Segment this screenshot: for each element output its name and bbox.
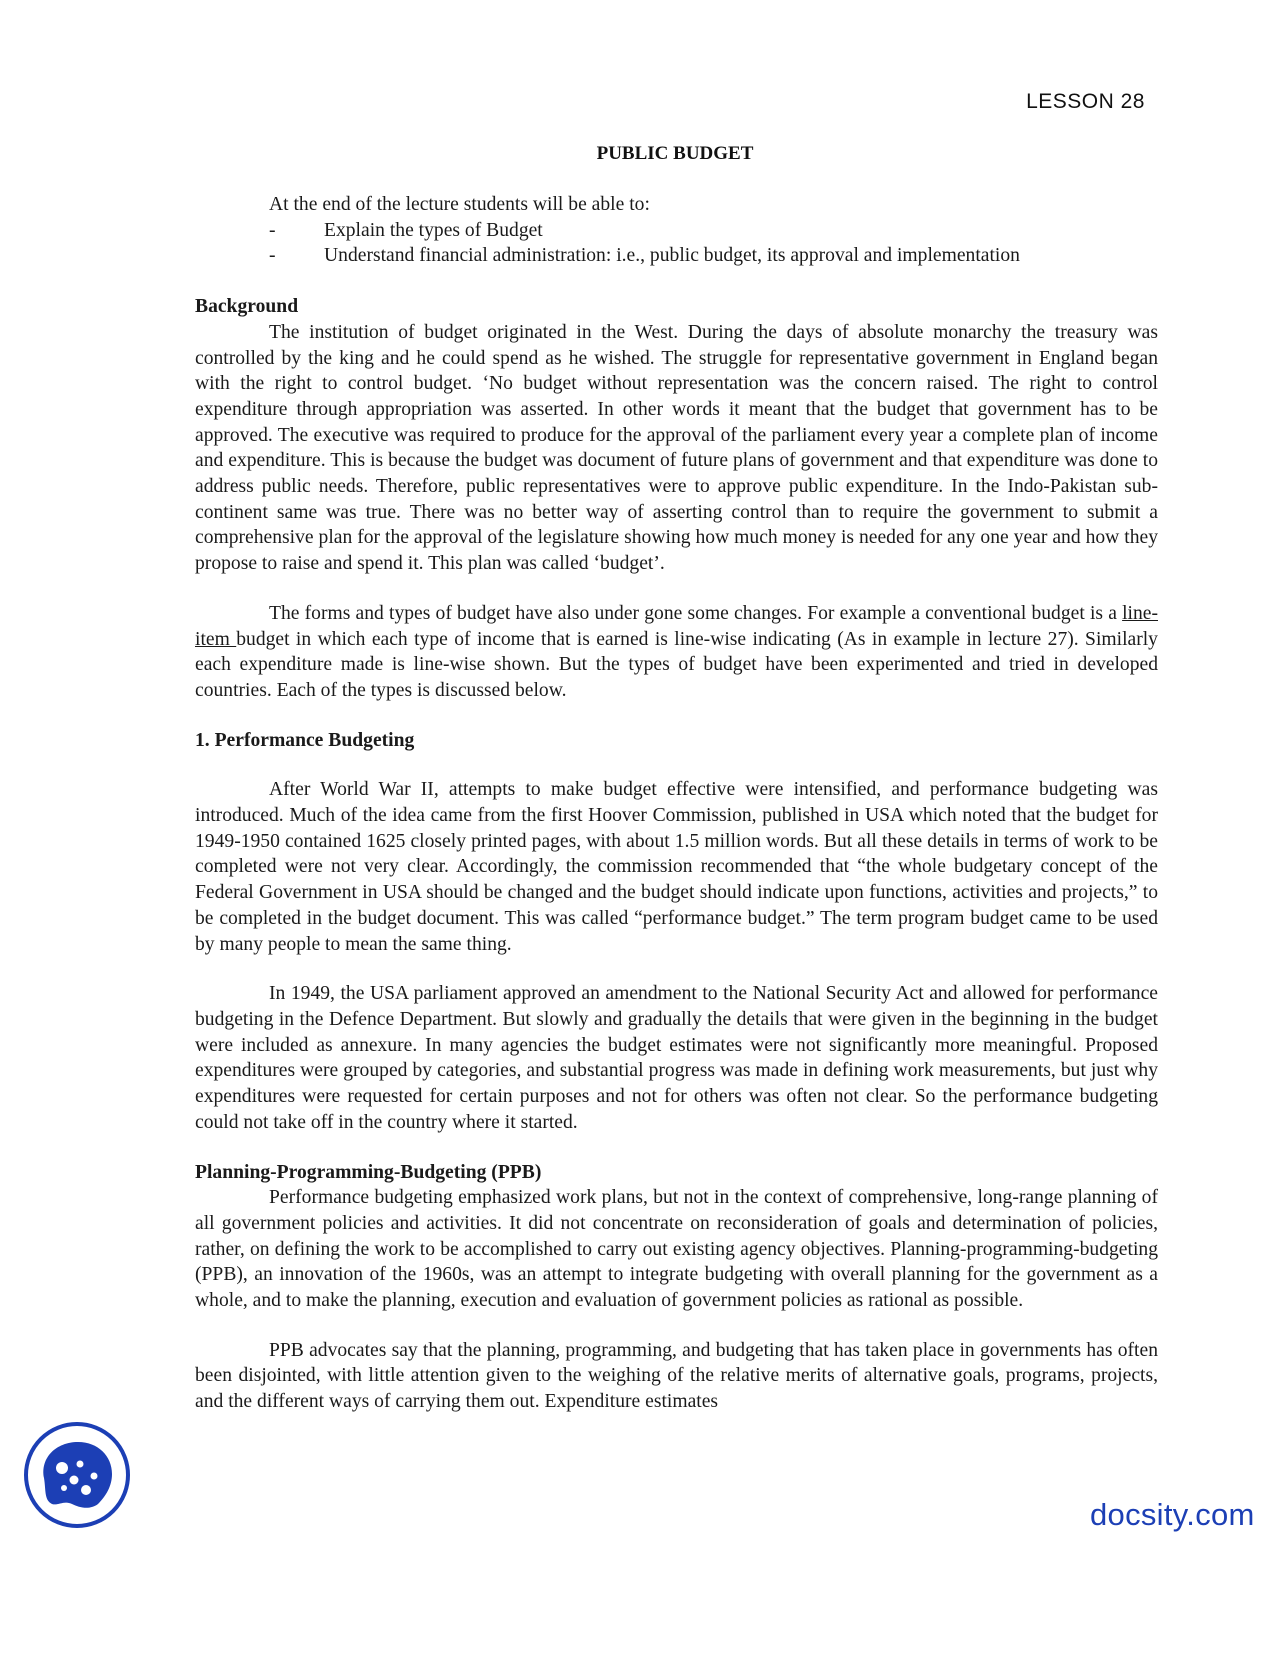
performance-paragraph-1: After World War II, attempts to make budget effective were intensified, and performance budgeting was introduced. Much of the idea came from the first Hoover Commission, published in USA which noted that the budget for 1949-1950 contained 1625 closely printed pages, with about 1.5 million words. But all these details in terms of work to be completed were not very clear. Accordingly, the commission recommended that “the whole budgetary concept of the Federal Government in USA should be changed and the budget should indicate upon functions, activities and projects,” to be completed in the budget document. This was called “performance budget.” The term program budget came to be used by many people to mean the same thing. [195, 779, 1158, 955]
objectives-intro: At the end of the lecture students will be able to: [269, 194, 650, 215]
document-body [195, 192, 1158, 1415]
page-title: PUBLIC BUDGET [596, 143, 754, 164]
objective-item [269, 243, 1158, 269]
background-paragraph-1: The institution of budget originated in the West. During the days of absolute monarchy the treasury was controlled by the king and he could spend as he wished. The struggle for representative government in England began with the right to control budget. ‘No budget without representation was the concern raised. The right to control expenditure through appropriation was asserted. In other words it meant that the budget that government has to be approved. The executive was required to produce for the approval of the parliament every year a complete plan of income and expenditure. This is because the budget was document of future plans of government and that expenditure was done to address public needs. Therefore, public representatives were to approve public expenditure. In the Indo-Pakistan sub-continent same was true. There was no better way of asserting control than to require the government to submit a comprehensive plan for the approval of the legislature showing how much money is needed for any one year and how they propose to raise and spend it. This plan was called ‘budget’. [195, 321, 1158, 575]
background-paragraph-2 [195, 601, 1158, 704]
section-heading-performance-budgeting: 1. Performance Budgeting [195, 729, 415, 751]
objective-bullet: - [269, 219, 276, 241]
ppb-paragraph-1: Performance budgeting emphasized work plans, but not in the context of comprehensive, long-range planning of all government policies and activities. It did not concentrate on reconsideration of goals and determination of policies, rather, on defining the work to be accomplished to carry out existing agency objectives. Planning-programming-budgeting (PPB), an innovation of the 1960s, was an attempt to integrate budgeting with overall planning for the government as a whole, and to make the planning, execution and evaluation of government policies as rational as possible. [195, 1187, 1158, 1312]
section-heading-background: Background [195, 296, 299, 318]
performance-paragraph-2: In 1949, the USA parliament approved an amendment to the National Security Act and allowed for performance budgeting in the Defence Department. But slowly and gradually the details that were given in the beginning in the budget were included as annexure. In many agencies the budget estimates were not significantly more meaningful. Proposed expenditures were grouped by categories, and substantial progress was made in defining work measurements, but just why expenditures were requested for certain purposes and not for others was often not clear. So the performance budgeting could not take off in the country where it started. [195, 983, 1158, 1133]
paragraph-text: budget in which each type of income that is earned is line-wise indicating (As in example in lecture 27). Similarly each expenditure made is line-wise shown. But the types of budget have been experimented and tried in developed countries. Each of the types is discussed below. [195, 628, 1158, 701]
objective-text: Understand financial administration: i.e., public budget, its approval and implementation [324, 245, 1020, 267]
paragraph-text: The forms and types of budget have also under gone some changes. For example a conventional budget is a [269, 602, 1123, 624]
lesson-number: LESSON 28 [1026, 90, 1145, 113]
section-heading-ppb: Planning-Programming-Budgeting (PPB) [195, 1161, 542, 1183]
objective-item [269, 218, 1158, 244]
ppb-paragraph-2: PPB advocates say that the planning, programming, and budgeting that has taken place in governments has often been disjointed, with little attention given to the weighing of the relative merits of alternative goals, programs, projects, and the different ways of carrying them out. Expenditure estimates [195, 1339, 1158, 1413]
docsity-wordmark[interactable]: docsity.com [1090, 1497, 1255, 1532]
objective-bullet: - [269, 245, 276, 267]
objective-text: Explain the types of Budget [324, 219, 543, 241]
docsity-logo-icon [22, 1420, 132, 1530]
line-item-term: line-item [195, 602, 1158, 650]
